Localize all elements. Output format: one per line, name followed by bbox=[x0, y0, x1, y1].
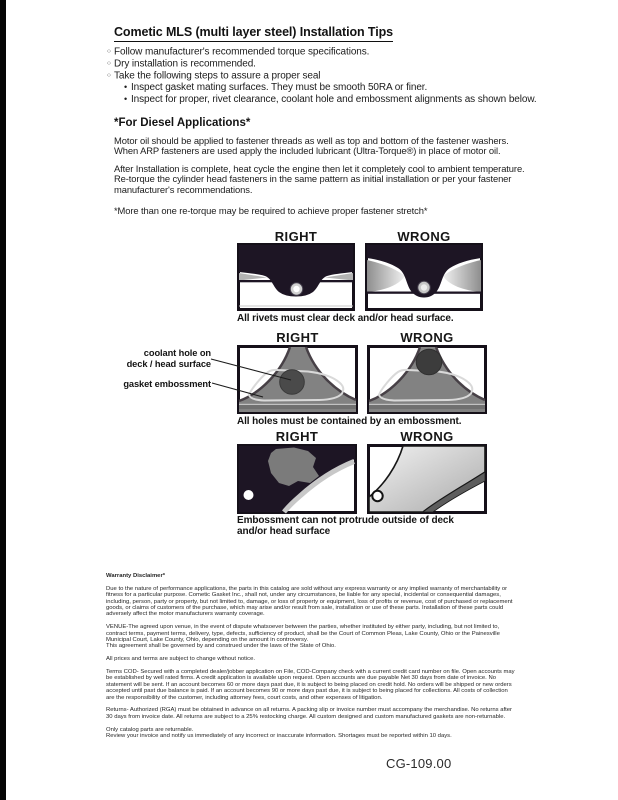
coolant-hole-label bbox=[117, 348, 211, 369]
protrude-right-label: RIGHT bbox=[275, 429, 319, 444]
rivets-wrong-label: WRONG bbox=[397, 229, 451, 244]
holes-right-label: RIGHT bbox=[276, 330, 319, 345]
protrude-caption-line2: and/or head surface bbox=[237, 526, 331, 537]
tip-item bbox=[107, 58, 537, 70]
installation-tips-list bbox=[107, 46, 537, 105]
embossment-leader-line bbox=[212, 383, 263, 397]
legal-paragraph: Due to the nature of performance applications, the parts in this catalog are sold without any express warranty or any implied warranty of merchantability or fitness for a particular purpose. Cometic Gasket Inc., shall not, under any circumstances, be liable for any special, incidental or consequential damages, including, person, party or property, but not limited to, damage, or loss of property or equipment, loss of profits or revenue, cost of purchased or replacement goods, or claims of customers of the purchase, which may arise and/or result from sale, installation or use of these parts. Installation of these parts could adversely affect the motor manufacturers warranty coverage. bbox=[106, 585, 513, 618]
legal-paragraph: Only catalog parts are returnable. bbox=[106, 726, 194, 733]
legal-paragraph: Returns- Authorized (RGA) must be obtained in advance on all returns. A packing slip or invoice number must accompany the merchandise. No returns after 30 days from invoice date. All returns are subject to a 25% restocking charge. All custom designed and custom manufactured gaskets are non-returnable. bbox=[106, 707, 513, 720]
rivets-right-label: RIGHT bbox=[274, 229, 318, 244]
dot-bullet-icon: • bbox=[124, 82, 128, 93]
tip-text: Take the following steps to assure a proper seal bbox=[114, 70, 321, 82]
coolant-label-line1: coolant hole on bbox=[143, 348, 211, 358]
warranty-disclaimer-heading: Warranty Disclaimer* bbox=[106, 573, 166, 579]
page-edge-bar bbox=[0, 0, 6, 800]
tip-subitem bbox=[124, 94, 537, 106]
bottom-dark-band bbox=[239, 405, 356, 409]
tip-text: Inspect for proper, rivet clearance, coolant hole and embossment alignments as shown below. bbox=[131, 93, 537, 105]
protrude-caption bbox=[237, 515, 454, 537]
diagram-rivets-wrong bbox=[365, 243, 483, 311]
rivet-center bbox=[293, 286, 299, 292]
diagram-holes-wrong bbox=[367, 345, 487, 414]
diesel-section-heading: *For Diesel Applications* bbox=[114, 117, 251, 129]
circle-bullet-icon: ○ bbox=[107, 60, 111, 68]
bolt-hole-icon bbox=[244, 490, 254, 500]
protrude-caption-line1: Embossment can not protrude outside of deck bbox=[237, 515, 454, 526]
bolt-hole-icon bbox=[372, 491, 382, 501]
lower-gray-line bbox=[239, 306, 353, 307]
protrude-wrong-label: WRONG bbox=[400, 429, 454, 444]
tip-text: Follow manufacturer's recommended torque specifications. bbox=[114, 46, 370, 58]
coolant-leader-line bbox=[211, 359, 291, 380]
diagram-protrude-wrong bbox=[367, 444, 487, 514]
legal-paragraph: VENUE-The agreed upon venue, in the event of dispute whatsoever between the parties, whether instituted by either party, including, but not limited to, contract terms, payment terms, delivery, type, defects, sufficiency of product, shall be the Court of Common Pleas, Lake County, Ohio or the Painesville Municipal Court, Lake County, Ohio, depending on the amount in controversy. bbox=[106, 624, 500, 644]
bottom-light-line bbox=[369, 404, 485, 405]
rivet-center bbox=[421, 284, 427, 290]
legal-paragraph: All prices and terms are subject to change without notice. bbox=[106, 656, 255, 663]
coolant-label-line2: deck / head surface bbox=[126, 358, 211, 369]
diagram-rivets-right bbox=[237, 243, 355, 311]
tip-item bbox=[107, 70, 537, 82]
gasket-embossment-label: gasket embossment bbox=[123, 379, 211, 389]
tip-text: Inspect gasket mating surfaces. They must be smooth 50RA or finer. bbox=[131, 82, 428, 94]
coolant-hole-icon bbox=[416, 349, 442, 375]
legal-section bbox=[106, 573, 517, 746]
holes-wrong-label: WRONG bbox=[400, 330, 454, 345]
diesel-paragraph-1: Motor oil should be applied to fastener threads as well as top and bottom of the fastener washers. When ARP fasteners are used apply the included lubricant (Ultra-Torque®) in place of motor oil. bbox=[114, 135, 509, 157]
rivets-caption: All rivets must clear deck and/or head surface. bbox=[237, 313, 454, 324]
circle-bullet-icon: ○ bbox=[107, 48, 111, 55]
holes-caption: All holes must be contained by an embossment. bbox=[237, 416, 462, 427]
legal-paragraph: Review your invoice and notify us immediately of any incorrect or inaccurate information. Shortages must be reported within 10 days. bbox=[106, 733, 452, 740]
diagram-protrude-right bbox=[237, 444, 357, 514]
tip-text: Dry installation is recommended. bbox=[114, 58, 256, 70]
circle-bullet-icon: ○ bbox=[107, 72, 111, 80]
tip-subitem bbox=[124, 82, 537, 94]
leader-lines bbox=[205, 350, 297, 402]
legal-paragraph: Terms COD- Secured with a completed dealer/jobber application on File, COD-Company check with a current credit card number on file. Open accounts may be established by well rated firms. A credit application is available upon request. Open accounts are due payable Net 30 days from date of invoice. No statement will be sent. If an account becomes 60 or more days past due, it is subject to being placed on credit hold. No orders will be shipped or new orders accepted until past due balance is paid. If an account becomes 90 or more days past due, it is subject to being placed for collections. All costs of collection are the responsibility of the customer, including attorney fees, court costs, and other expenses of litigation. bbox=[106, 669, 515, 701]
bottom-light-line bbox=[239, 404, 356, 405]
dot-bullet-icon: • bbox=[124, 93, 128, 104]
diesel-paragraph-2: After Installation is complete, heat cycle the engine then let it completely cool to ambient temperature. Re-torque the cylinder head fasteners in the same pattern as initial installation or per your fastener manufacturer's recommendations. bbox=[114, 163, 525, 195]
page-code: CG-109.00 bbox=[386, 756, 452, 771]
tip-item bbox=[107, 46, 537, 58]
retorque-note: *More than one re-torque may be required to achieve proper fastener stretch* bbox=[114, 205, 428, 216]
bottom-dark-band bbox=[369, 405, 485, 409]
page-title: Cometic MLS (multi layer steel) Installation Tips bbox=[114, 25, 393, 42]
legal-paragraph: This agreement shall be governed by and construed under the laws of the State of Ohio. bbox=[106, 643, 336, 650]
